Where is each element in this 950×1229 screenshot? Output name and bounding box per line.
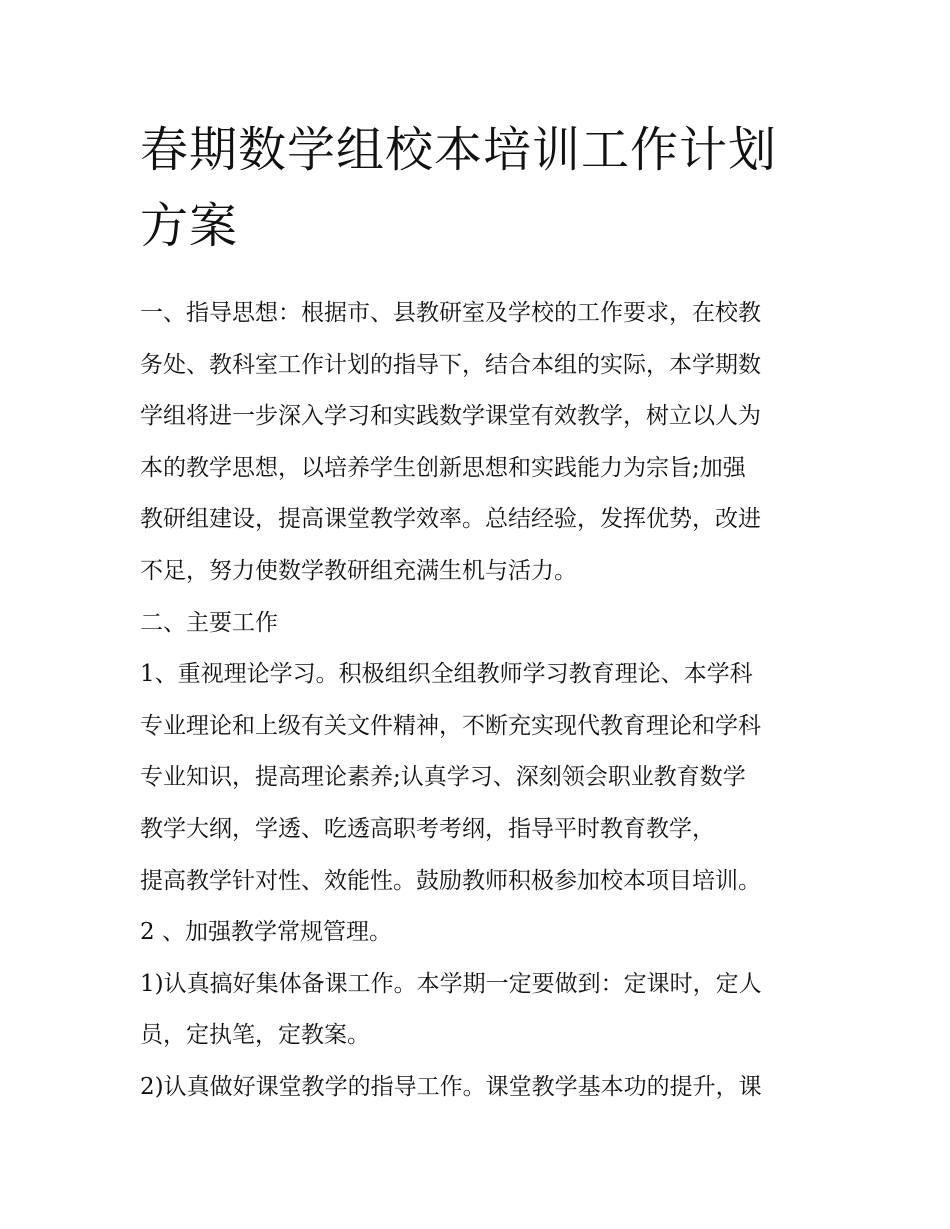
body-line: 1)认真搞好集体备课工作。本学期一定要做到：定课时，定人 xyxy=(140,970,762,997)
body-line: 教研组建设，提高课堂教学效率。总结经验，发挥优势，改进 xyxy=(140,506,761,533)
body-line: 员，定执笔，定教案。 xyxy=(140,1022,370,1049)
body-line: 专业知识，提高理论素养;认真学习、深刻领会职业教育数学 xyxy=(140,764,746,791)
document-page xyxy=(140,112,820,1114)
document-body xyxy=(140,288,820,1114)
body-line: 不足，努力使数学教研组充满生机与活力。 xyxy=(140,557,577,584)
body-line: 提高教学针对性、效能性。鼓励教师积极参加校本项目培训。 xyxy=(140,867,761,894)
body-line: 教学大纲，学透、吃透高职考考纲，指导平时教育教学， xyxy=(140,815,715,842)
body-line: 2)认真做好课堂教学的指导工作。课堂教学基本功的提升，课 xyxy=(140,1073,762,1100)
body-line: 本的教学思想，以培养学生创新思想和实践能力为宗旨;加强 xyxy=(140,454,746,481)
body-line: 专业理论和上级有关文件精神，不断充实现代教育理论和学科 xyxy=(140,712,761,739)
section-heading: 二、主要工作 xyxy=(140,609,278,636)
body-line: 一、指导思想：根据市、县教研室及学校的工作要求，在校教 xyxy=(140,300,761,326)
numbered-item-heading: 2 、加强教学常规管理。 xyxy=(140,919,392,946)
body-line: 学组将进一步深入学习和实践数学课堂有效教学，树立以人为 xyxy=(140,403,761,430)
body-line: 务处、教科室工作计划的指导下，结合本组的实际，本学期数 xyxy=(140,351,761,378)
title-line-1: 春期数学组校本培训工作计划 xyxy=(140,122,778,178)
document-title xyxy=(140,112,820,264)
body-line: 1、重视理论学习。积极组织全组教师学习教育理论、本学科 xyxy=(140,661,753,688)
title-line-2: 方案 xyxy=(140,198,239,254)
